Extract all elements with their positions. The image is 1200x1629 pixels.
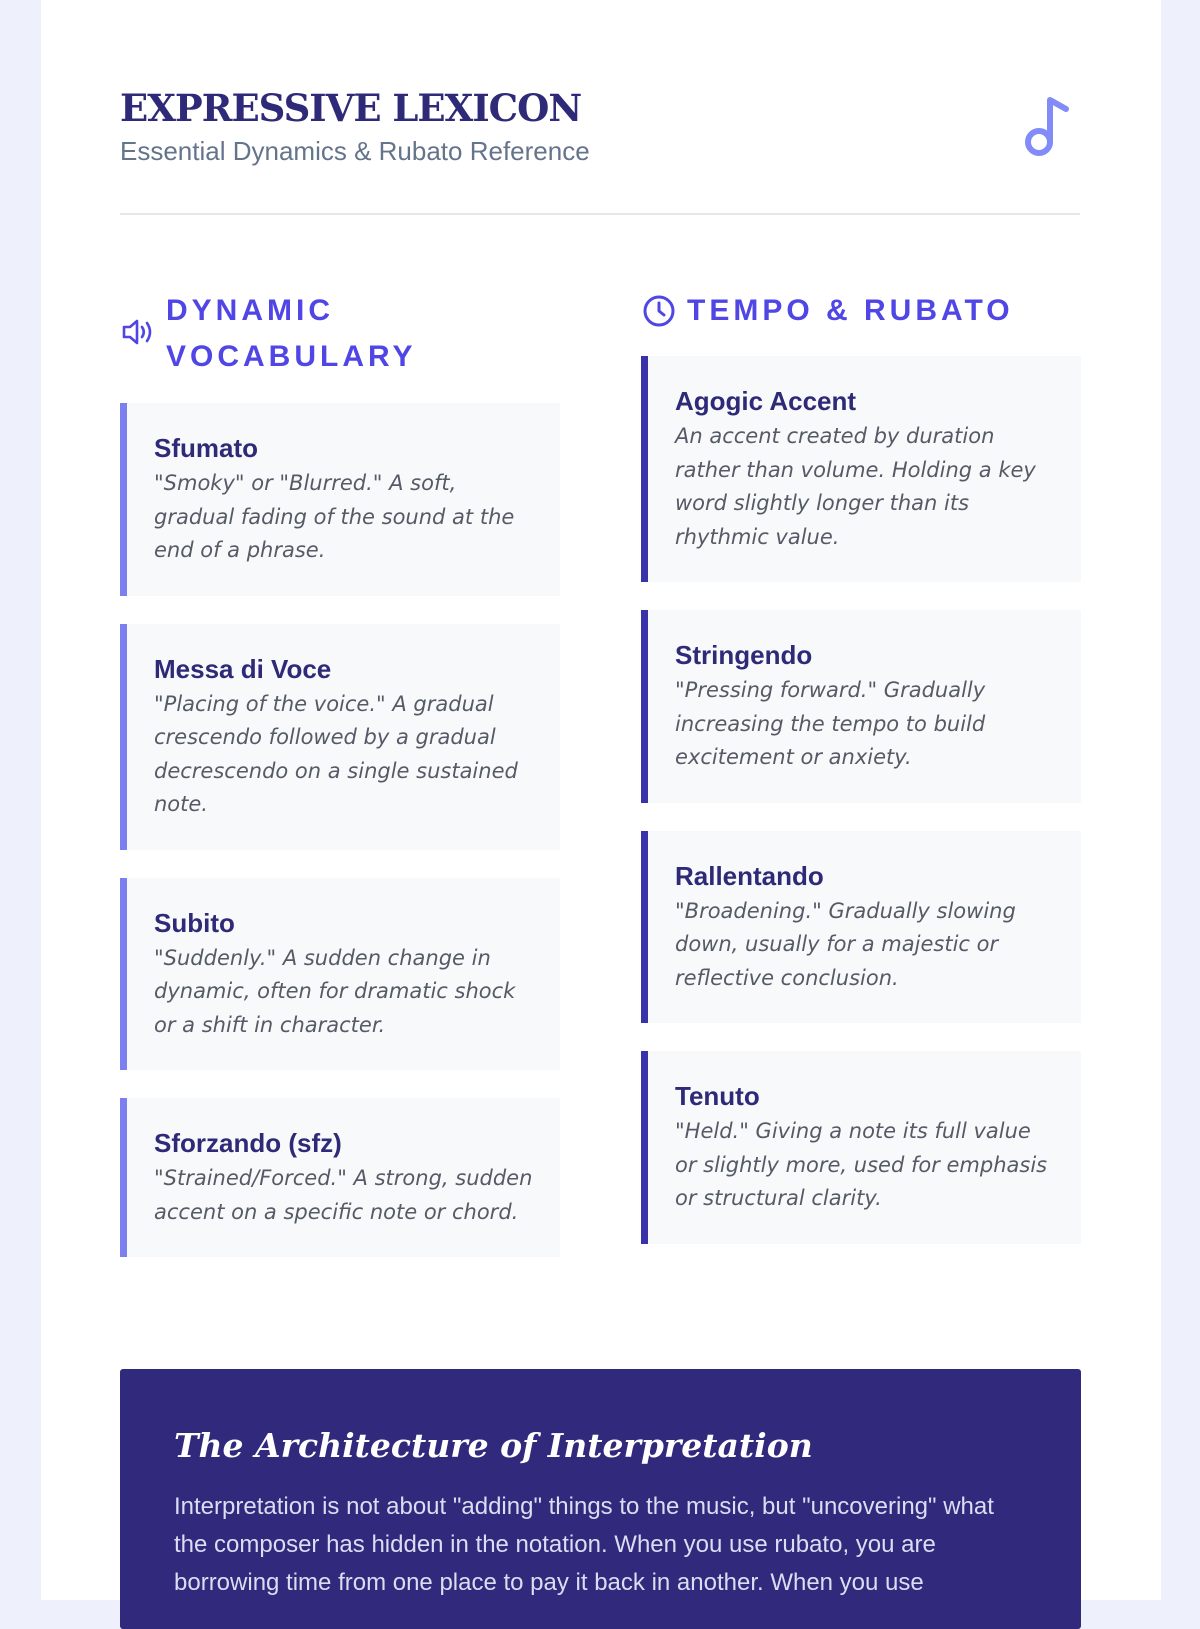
term-card bbox=[641, 356, 1081, 582]
clock-icon bbox=[641, 293, 677, 329]
term-name: Messa di Voce bbox=[154, 653, 332, 684]
term-card bbox=[641, 1051, 1081, 1244]
term-name: Sfumato bbox=[154, 433, 258, 463]
term-name: Stringendo bbox=[675, 640, 813, 670]
term-card bbox=[641, 610, 1081, 803]
tempo-heading bbox=[641, 288, 1081, 334]
header-divider bbox=[120, 213, 1080, 215]
page-sheet bbox=[41, 0, 1161, 1600]
term-definition: "Smoky" or "Blurred." A soft, gradual fading of the sound at the end of a phrase. bbox=[154, 471, 515, 562]
term-definition: An accent created by duration rather than volume. Holding a key word slightly longer than its rhythmic value. bbox=[675, 424, 1036, 549]
term-name: Sforzando (sfz) bbox=[154, 1128, 342, 1158]
banner-title: The Architecture of Interpretation bbox=[174, 1426, 813, 1465]
banner-body: Interpretation is not about "adding" things to the music, but "uncovering" what the composer has hidden in the notation. When you use rubato, you are borrowing time from one place to pay it back in another. When you use bbox=[174, 1493, 994, 1596]
term-card bbox=[641, 831, 1081, 1024]
dynamics-heading bbox=[120, 288, 560, 380]
term-name: Subito bbox=[154, 907, 235, 938]
term-definition: "Held." Giving a note its full value or slightly more, used for emphasis or structural clarity. bbox=[675, 1119, 1048, 1210]
term-definition: "Suddenly." A sudden change in dynamic, often for dramatic shock or a shift in character. bbox=[154, 945, 516, 1037]
term-name: Tenuto bbox=[675, 1081, 760, 1111]
dynamics-section bbox=[120, 288, 560, 1224]
page-header bbox=[120, 84, 1080, 167]
term-definition: "Broadening." Gradually slowing down, usually for a majestic or reflective conclusion. bbox=[675, 898, 1016, 990]
term-card bbox=[120, 1098, 560, 1257]
term-card bbox=[120, 624, 560, 850]
term-card bbox=[120, 878, 560, 1071]
term-definition: "Strained/Forced." A strong, sudden accent on a specific note or chord. bbox=[154, 1166, 533, 1224]
page-title: EXPRESSIVE LEXICON bbox=[120, 86, 582, 130]
speaker-icon bbox=[120, 314, 156, 350]
dynamics-title: DYNAMIC VOCABULARY bbox=[166, 294, 417, 373]
term-definition: "Pressing forward." Gradually increasing the tempo to build excitement or anxiety. bbox=[675, 678, 986, 769]
term-name: Rallentando bbox=[675, 860, 824, 891]
interpretation-banner bbox=[120, 1369, 1081, 1629]
term-definition: "Placing of the voice." A gradual crescendo followed by a gradual decrescendo on a single sustained note. bbox=[154, 691, 518, 816]
term-name: Agogic Accent bbox=[675, 386, 857, 416]
page-subtitle: Essential Dynamics & Rubato Reference bbox=[120, 136, 590, 166]
music-note-icon bbox=[1020, 92, 1076, 162]
tempo-section bbox=[641, 288, 1081, 1210]
tempo-title: TEMPO & RUBATO bbox=[687, 294, 1014, 327]
term-card bbox=[120, 403, 560, 596]
